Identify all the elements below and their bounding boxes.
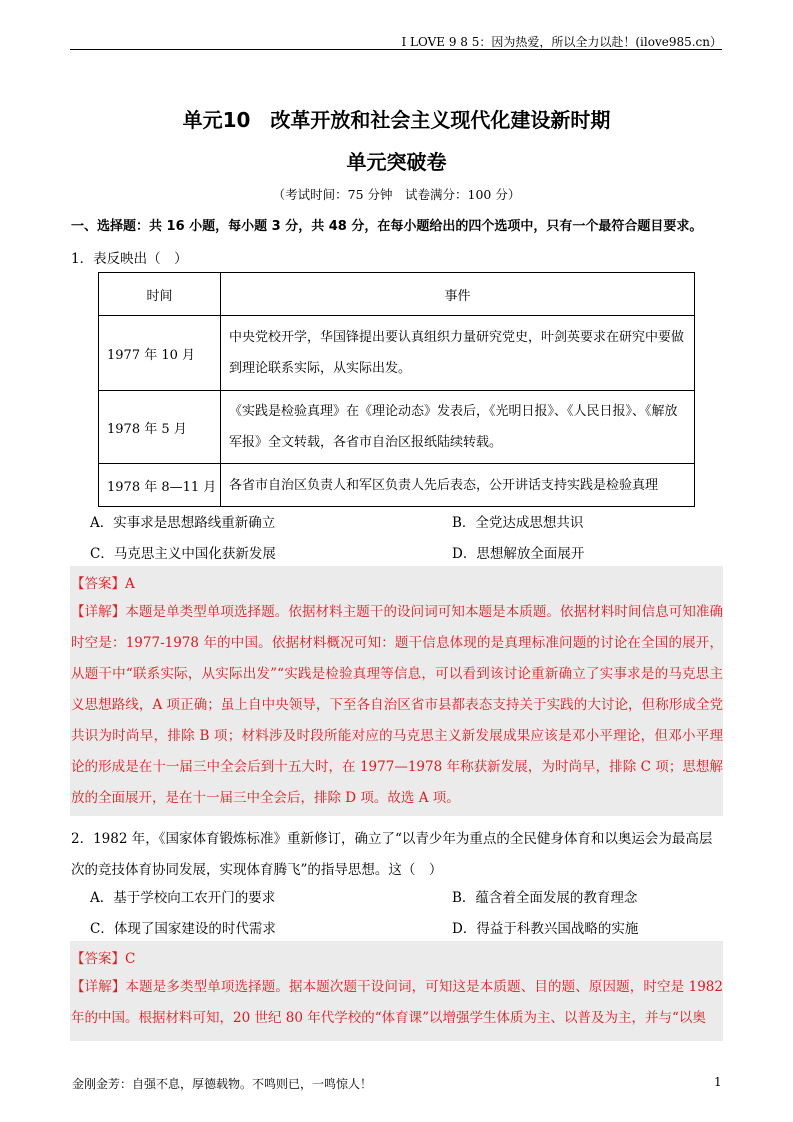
q2-detail: 【详解】本题是多类型单项选择题。据本题次题干设问词，可知这是本质题、目的题、原因题，时空是 1982 年的中国。根据材料可知，20 世纪 80 年代学校的“体育课”以增强学生体质为主、以普及为主，并与“以奥 xyxy=(71,979,723,1026)
question-1-stem: 1．表反映出（ ） xyxy=(71,251,188,267)
section-heading: 一、选择题：共 16 小题，每小题 3 分，共 48 分，在每小题给出的四个选项中，只有一个最符合题目要求。 xyxy=(71,219,703,234)
q1-answer: 【答案】A xyxy=(71,576,135,592)
table-cell-event: 《实践是检验真理》在《理论动态》发表后，《光明日报》、《人民日报》、《解放军报》全文转载，各省市自治区报纸陆续转载。 xyxy=(221,391,695,464)
footer-motto: 金刚金芳：自强不息，厚德载物。不鸣则已，一鸣惊人！ xyxy=(72,1077,373,1091)
q1-option-b: B．全党达成思想共识 xyxy=(452,515,584,531)
table-cell-time: 1978 年 5 月 xyxy=(99,391,221,464)
table-cell-time: 1978 年 8—11 月 xyxy=(99,464,221,507)
page-number: 1 xyxy=(714,1075,722,1089)
q2-option-b: B．蕴含着全面发展的教育理念 xyxy=(452,890,638,906)
exam-info: （考试时间：75 分钟 试卷满分：100 分） xyxy=(272,187,521,202)
question-2-stem: 2．1982 年，《国家体育锻炼标准》重新修订，确立了“以青少年为重点的全民健身体育和以奥运会为最高层次的竞技体育协同发展，实现体育腾飞”的指导思想。这（ ） xyxy=(71,831,713,878)
q2-option-c: C．体现了国家建设的时代需求 xyxy=(90,921,276,937)
table-header-event: 事件 xyxy=(221,273,695,316)
table-cell-event: 中央党校开学，华国锋提出要认真组织力量研究党史，叶剑英要求在研究中要做到理论联系实际，从实际出发。 xyxy=(221,316,695,391)
table-row xyxy=(99,391,695,464)
table-cell-time: 1977 年 10 月 xyxy=(99,316,221,391)
q2-answer: 【答案】C xyxy=(71,951,136,967)
header-slogan: I LOVE 9 8 5：因为热爱，所以全力以赴！(ilove985.cn） xyxy=(401,35,722,49)
q1-option-d: D．思想解放全面展开 xyxy=(452,546,585,562)
document-title: 单元10 改革开放和社会主义现代化建设新时期 xyxy=(182,108,611,132)
table-header-time: 时间 xyxy=(99,273,221,316)
document-subtitle: 单元突破卷 xyxy=(346,150,447,174)
table-cell-event: 各省市自治区负责人和军区负责人先后表态，公开讲话支持实践是检验真理 xyxy=(221,464,695,507)
q2-option-d: D．得益于科教兴国战略的实施 xyxy=(452,921,639,937)
q1-detail: 【详解】本题是单类型单项选择题。依据材料主题干的设问词可知本题是本质题。依据材料时间信息可知准确时空是：1977-1978 年的中国。依据材料概况可知：题干信息体现的是真理标准问题的讨论在全国的展开，从题干中“联系实际，从实际出发”“实践是检验真理等信息，可以看到该讨论重新确立了实事求是的马克思主义思想路线，A 项正确；虽上自中央领导，下至各自治区省市县都表态支持关于实践的大讨论，但称形成全党共识为时尚早，排除 B 项；材料涉及时段所能对应的马克思主义新发展成果应该是邓小平理论，但邓小平理论的形成是在十一届三中全会后到十五大时，在 1977—1978 年称获新发展，为时尚早，排除 C 项；思想解放的全面展开，是在十一届三中全会后，排除 D 项。故选 A 项。 xyxy=(71,604,723,806)
question-1-table xyxy=(98,272,695,507)
table-header-row xyxy=(99,273,695,316)
table-row xyxy=(99,464,695,507)
q1-option-a: A．实事求是思想路线重新确立 xyxy=(90,515,276,531)
q1-option-c: C．马克思主义中国化获新发展 xyxy=(90,546,276,562)
q2-option-a: A．基于学校向工农开门的要求 xyxy=(90,890,276,906)
table-row xyxy=(99,316,695,391)
